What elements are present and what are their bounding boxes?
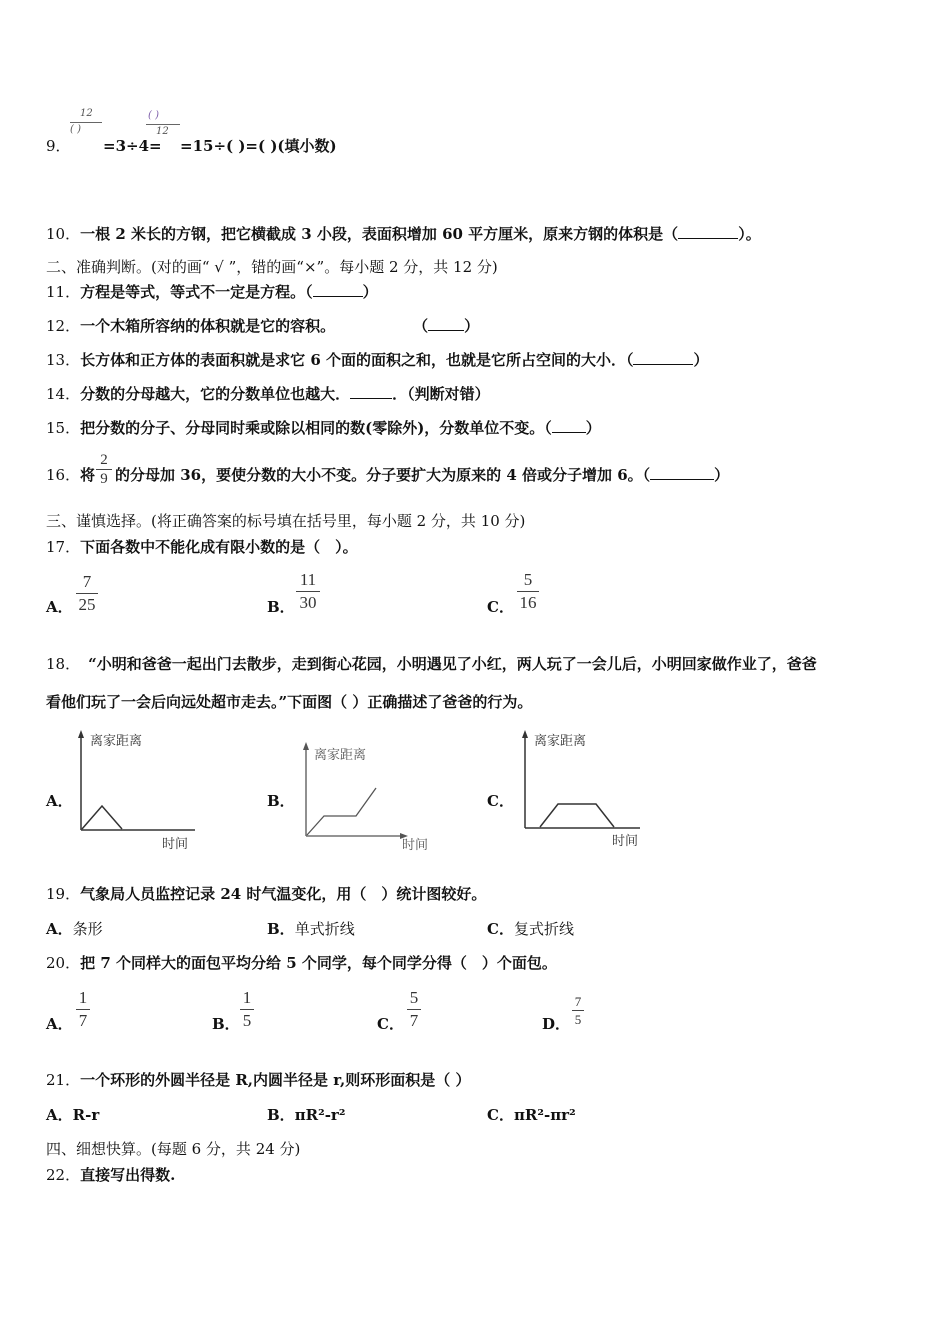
y-axis-label: 离家距离 xyxy=(534,734,587,749)
option-a-label[interactable]: A． xyxy=(46,1015,73,1033)
option-label: B． xyxy=(267,920,295,938)
answer-blank[interactable] xyxy=(650,465,714,480)
option-label: C． xyxy=(487,920,514,938)
distance-line xyxy=(540,804,614,827)
question-15 xyxy=(46,418,601,438)
question-number: 15． xyxy=(46,419,81,437)
question-number: 20． xyxy=(46,954,81,972)
question-number: 22． xyxy=(46,1166,81,1184)
question-text: 的分母加 36，要使分数的大小不变。分子要扩大为原来的 4 倍或分子增加 6。（ xyxy=(115,466,651,484)
question-text: 长方体和正方体的表面积就是求它 6 个面的面积之和，也就是它所占空间的大小．（ xyxy=(80,351,634,369)
fraction-denominator: 5 xyxy=(574,1012,582,1027)
fraction-bar xyxy=(407,1009,421,1010)
fraction-denominator: 25 xyxy=(78,595,96,614)
y-axis-label: 离家距离 xyxy=(90,734,143,749)
y-axis-arrow-icon xyxy=(78,730,84,738)
fraction1-numerator: 12 xyxy=(80,108,93,119)
question-text: 分数的分母越大，它的分数单位也越大． xyxy=(80,385,351,403)
section-title-3: 三、谨慎选择。(将正确答案的标号填在括号里，每小题 2 分，共 10 分) xyxy=(46,512,526,530)
fraction-numerator: 11 xyxy=(299,570,317,589)
question-number: 10． xyxy=(46,225,81,243)
fraction-denominator: 9 xyxy=(100,471,108,487)
fraction-bar xyxy=(296,591,320,592)
q9-tail: =15÷( )=( )(填小数) xyxy=(180,137,337,155)
option-a[interactable] xyxy=(46,919,103,939)
question-text: 下面各数中不能化成有限小数的是（ ）。 xyxy=(80,538,358,556)
option-text: πR²-πr² xyxy=(513,1106,576,1124)
fraction-bar xyxy=(517,591,539,592)
answer-blank[interactable] xyxy=(678,224,738,239)
question-number: 12． xyxy=(46,317,81,335)
option-text: R-r xyxy=(72,1106,100,1124)
graph-a xyxy=(70,728,200,854)
fraction-bar xyxy=(76,1009,90,1010)
y-axis-arrow-icon xyxy=(522,730,528,738)
fraction-bar xyxy=(572,1010,584,1011)
option-a-label[interactable]: A． xyxy=(46,598,73,616)
fraction2-numerator: ( ) xyxy=(148,110,159,121)
fraction2-bar xyxy=(146,124,180,125)
answer-blank[interactable] xyxy=(552,418,586,433)
question-12 xyxy=(46,316,479,336)
distance-line xyxy=(307,788,376,835)
question-22 xyxy=(46,1165,175,1185)
section-title-4: 四、细想快算。(每题 6 分，共 24 分) xyxy=(46,1140,301,1158)
question-open: （ xyxy=(413,317,429,335)
x-axis-label: 时间 xyxy=(162,837,189,852)
x-axis-label: 时间 xyxy=(402,838,429,853)
q9-middle: =3÷4= xyxy=(103,137,162,155)
question-text: 方程是等式，等式不一定是方程。（ xyxy=(80,283,313,301)
option-a-label[interactable]: A． xyxy=(46,792,73,810)
option-b-fraction xyxy=(240,988,254,1031)
question-text: 气象局人员监控记录 24 时气温变化，用（ ）统计图较好。 xyxy=(80,885,487,903)
fraction-bar xyxy=(240,1009,254,1010)
question-18-line1 xyxy=(46,654,817,674)
option-c[interactable] xyxy=(487,1105,576,1125)
question-text: 一根 2 米长的方钢，把它横截成 3 小段，表面积增加 60 平方厘米，原来方钢的体积是（ xyxy=(80,225,679,243)
option-c-fraction xyxy=(517,570,539,613)
option-d-label[interactable]: D． xyxy=(542,1015,571,1033)
question-text: 一个木箱所容纳的体积就是它的容积。 xyxy=(80,317,336,335)
question-number: 9． xyxy=(46,137,71,155)
question-number: 13． xyxy=(46,351,81,369)
question-text: 一个环形的外圆半径是 R,内圆半径是 r,则环形面积是（ ） xyxy=(80,1071,471,1089)
option-c-label[interactable]: C． xyxy=(487,792,514,810)
question-17 xyxy=(46,537,358,557)
fraction1-denominator: ( ) xyxy=(70,124,81,135)
fraction-numerator: 2 xyxy=(100,452,108,468)
fraction-denominator: 30 xyxy=(299,593,317,612)
option-label: A． xyxy=(46,920,73,938)
option-b-label[interactable]: B． xyxy=(267,792,295,810)
fraction-numerator: 1 xyxy=(78,988,88,1007)
option-c-label[interactable]: C． xyxy=(487,598,514,616)
question-10 xyxy=(46,224,761,244)
question-number: 11． xyxy=(46,283,81,301)
option-a-fraction xyxy=(76,572,98,615)
fraction-2-9 xyxy=(96,452,112,487)
question-16-body xyxy=(115,465,729,485)
answer-blank[interactable] xyxy=(313,282,363,297)
fraction-numerator: 5 xyxy=(523,570,533,589)
question-end: ） xyxy=(464,317,480,335)
distance-line xyxy=(82,806,122,829)
y-axis-arrow-icon xyxy=(303,742,309,750)
fraction1-bar xyxy=(70,122,102,123)
option-text: 单式折线 xyxy=(294,920,355,938)
answer-blank[interactable] xyxy=(428,316,464,331)
option-a-fraction xyxy=(76,988,90,1031)
fraction-denominator: 7 xyxy=(409,1011,419,1030)
question-end: ） xyxy=(585,419,601,437)
graph-b xyxy=(296,740,440,856)
question-text: 把 7 个同样大的面包平均分给 5 个同学，每个同学分得（ ）个面包。 xyxy=(80,954,557,972)
question-21 xyxy=(46,1070,470,1090)
option-text: 复式折线 xyxy=(513,920,574,938)
fraction-denominator: 5 xyxy=(242,1011,252,1030)
fraction-denominator: 7 xyxy=(78,1011,88,1030)
option-c[interactable] xyxy=(487,919,574,939)
question-19 xyxy=(46,884,486,904)
option-a[interactable] xyxy=(46,1105,99,1125)
option-b[interactable] xyxy=(267,1105,345,1125)
option-c-label[interactable]: C． xyxy=(377,1015,404,1033)
section-title-2: 二、准确判断。(对的画“ √ ”，错的画“×”。每小题 2 分，共 12 分) xyxy=(46,258,498,276)
question-14 xyxy=(46,384,490,404)
option-label: B． xyxy=(267,1106,295,1124)
question-pre: 将 xyxy=(80,466,96,484)
question-20 xyxy=(46,953,557,973)
question-text: “小明和爸爸一起出门去散步，走到街心花园，小明遇见了小红，两人玩了一会儿后，小明回家做作业了，爸爸 xyxy=(88,655,817,673)
fraction-numerator: 5 xyxy=(409,988,419,1007)
fraction-denominator: 16 xyxy=(519,593,537,612)
answer-blank[interactable] xyxy=(633,350,693,365)
option-b[interactable] xyxy=(267,919,355,939)
option-text: 条形 xyxy=(72,920,103,938)
fraction-numerator: 1 xyxy=(242,988,252,1007)
option-text: πR²-r² xyxy=(294,1106,346,1124)
answer-blank[interactable] xyxy=(350,384,392,399)
question-number: 19． xyxy=(46,885,81,903)
option-label: C． xyxy=(487,1106,514,1124)
question-text: 直接写出得数. xyxy=(80,1166,176,1184)
question-end: ．（判断对错） xyxy=(392,385,490,403)
question-13 xyxy=(46,350,709,370)
fraction-numerator: 7 xyxy=(574,994,582,1009)
question-end: ）。 xyxy=(738,225,761,243)
question-end: ） xyxy=(714,466,730,484)
question-number: 21． xyxy=(46,1071,81,1089)
fraction-bar xyxy=(76,593,98,594)
option-b-label[interactable]: B． xyxy=(267,598,295,616)
question-text: 把分数的分子、分母同时乘或除以相同的数(零除外)，分数单位不变。（ xyxy=(80,419,552,437)
fraction-numerator: 7 xyxy=(82,572,92,591)
option-d-fraction xyxy=(572,994,584,1027)
question-18-line2: 看他们玩了一会后向远处超市走去。”下面图（ ）正确描述了爸爸的行为。 xyxy=(46,693,533,711)
question-number: 17． xyxy=(46,538,81,556)
question-end: ） xyxy=(693,351,709,369)
y-axis-label: 离家距离 xyxy=(314,748,367,763)
question-number: 14． xyxy=(46,385,81,403)
question-number: 18． xyxy=(46,655,81,673)
question-11 xyxy=(46,282,378,302)
question-end: ） xyxy=(362,283,378,301)
graph-c xyxy=(514,728,654,852)
option-c-fraction xyxy=(407,988,421,1031)
question-number: 16． xyxy=(46,466,81,484)
option-b-label[interactable]: B． xyxy=(212,1015,240,1033)
option-label: A． xyxy=(46,1106,73,1124)
option-b-fraction xyxy=(296,570,320,613)
fraction-bar xyxy=(96,469,112,470)
x-axis-label: 时间 xyxy=(612,834,639,849)
fraction2-denominator: 12 xyxy=(156,126,169,137)
